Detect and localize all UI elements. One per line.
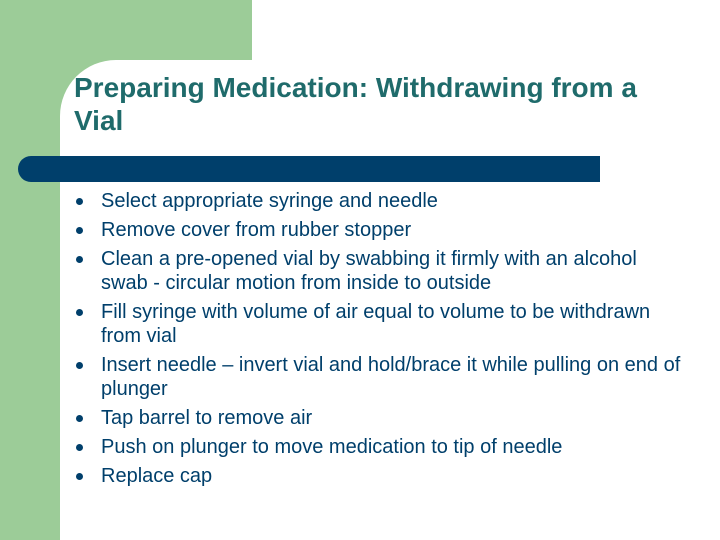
bullet-text: Remove cover from rubber stopper — [101, 219, 412, 241]
bullet-dot-icon — [76, 362, 83, 369]
bullet-item-4 — [76, 300, 686, 348]
bullet-dot-icon — [76, 444, 83, 451]
bullet-dot-icon — [76, 309, 83, 316]
bullet-item-6 — [76, 406, 686, 430]
bullet-text: Select appropriate syringe and needle — [101, 190, 438, 212]
bullet-text: Tap barrel to remove air — [101, 407, 313, 429]
bullet-text: Push on plunger to move medication to tip of needle — [101, 436, 563, 458]
title-divider-bar — [18, 156, 600, 182]
slide-title: Preparing Medication: Withdrawing from a Vial — [74, 72, 637, 136]
bullet-item-1 — [76, 189, 686, 213]
bullet-dot-icon — [76, 227, 83, 234]
bullet-text: Replace cap — [101, 465, 213, 487]
bullet-item-7 — [76, 435, 686, 459]
bullet-item-2 — [76, 218, 686, 242]
bullet-dot-icon — [76, 473, 83, 480]
bullet-text: Insert needle – invert vial and hold/brace it while pulling on end of plunger — [101, 354, 681, 400]
bullet-item-3 — [76, 247, 686, 295]
bullet-dot-icon — [76, 256, 83, 263]
bullet-text: Clean a pre-opened vial by swabbing it firmly with an alcohol swab - circular motion from inside to outside — [101, 248, 637, 294]
bullet-item-5 — [76, 353, 686, 401]
bullet-item-8 — [76, 464, 686, 488]
bullet-list — [76, 189, 686, 493]
bullet-text: Fill syringe with volume of air equal to volume to be withdrawn from vial — [101, 301, 651, 347]
bullet-dot-icon — [76, 198, 83, 205]
bullet-dot-icon — [76, 415, 83, 422]
